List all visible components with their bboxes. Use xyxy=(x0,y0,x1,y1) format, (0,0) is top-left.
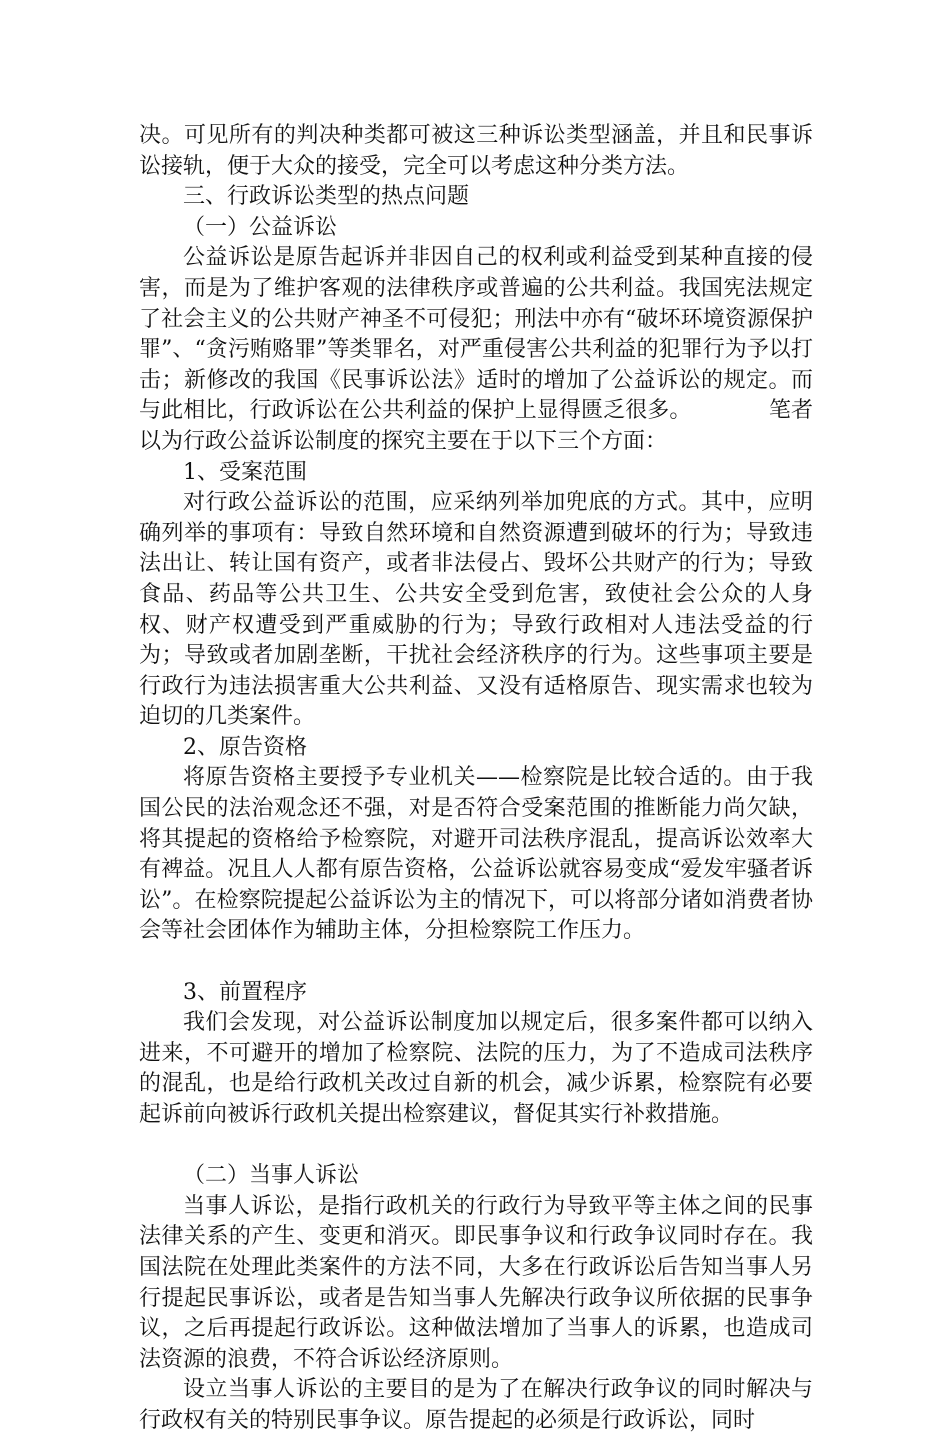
paragraph-continuation: 决。可见所有的判决种类都可被这三种诉讼类型涵盖，并且和民事诉讼接轨，便于大众的接受，完全可以考虑这种分类方法。 xyxy=(139,123,813,179)
subsection-heading-party: （二）当事人诉讼 xyxy=(183,1163,360,1189)
subsection-heading-public-interest: （一）公益诉讼 xyxy=(183,214,338,240)
paragraph-party-purpose: 设立当事人诉讼的主要目的是为了在解决行政争议的同时解决与行政权有关的特别民事争议。原告提起的必须是行政诉讼，同时 xyxy=(139,1377,813,1433)
document-body xyxy=(139,121,813,1437)
item-heading-scope: 1、受案范围 xyxy=(183,459,307,485)
paragraph-party-definition: 当事人诉讼，是指行政机关的行政行为导致平等主体之间的民事法律关系的产生、变更和消灭。即民事争议和行政争议同时存在。我国法院在处理此类案件的方法不同，大多在行政诉讼后告知当事人另行提起民事诉讼，或者是告知当事人先解决行政争议所依据的民事争议，之后再提起行政诉讼。这种做法增加了当事人的诉累，也造成司法资源的浪费，不符合诉讼经济原则。 xyxy=(139,1193,813,1372)
item-heading-procedure: 3、前置程序 xyxy=(183,979,307,1005)
paragraph-public-interest: 公益诉讼是原告起诉并非因自己的权利或利益受到某种直接的侵害，而是为了维护客观的法律秩序或普遍的公共利益。我国宪法规定了社会主义的公共财产神圣不可侵犯；刑法中亦有“破坏环境资源保护罪”、“贪污贿赂罪”等类罪名，对严重侵害公共利益的犯罪行为予以打击；新修改的我国《民事诉讼法》适时的增加了公益诉讼的规定。而与此相比，行政诉讼在公共利益的保护上显得匮乏很多。 笔者以为行政公益诉讼制度的探究主要在于以下三个方面： xyxy=(139,245,813,454)
item-heading-standing: 2、原告资格 xyxy=(183,734,307,760)
paragraph-scope: 对行政公益诉讼的范围，应采纳列举加兜底的方式。其中，应明确列举的事项有：导致自然环境和自然资源遭到破坏的行为；导致违法出让、转让国有资产，或者非法侵占、毁坏公共财产的行为；导致食品、药品等公共卫生、公共安全受到危害，致使社会公众的人身权、财产权遭受到严重威胁的行为；导致行政相对人违法受益的行为；导致或者加剧垄断，干扰社会经济秩序的行为。这些事项主要是行政行为违法损害重大公共利益、又没有适格原告、现实需求也较为迫切的几类案件。 xyxy=(139,490,813,730)
paragraph-standing: 将原告资格主要授予专业机关——检察院是比较合适的。由于我国公民的法治观念还不强，对是否符合受案范围的推断能力尚欠缺，将其提起的资格给予检察院，对避开司法秩序混乱，提高诉讼效率大有裨益。况且人人都有原告资格，公益诉讼就容易变成“爱发牢骚者诉讼”。在检察院提起公益诉讼为主的情况下，可以将部分诸如消费者协会等社会团体作为辅助主体，分担检察院工作压力。 xyxy=(139,765,813,944)
section-heading: 三、行政诉讼类型的热点问题 xyxy=(183,184,470,210)
paragraph-procedure: 我们会发现，对公益诉讼制度加以规定后，很多案件都可以纳入进来，不可避开的增加了检察院、法院的压力，为了不造成司法秩序的混乱，也是给行政机关改过自新的机会，减少诉累，检察院有必要起诉前向被诉行政机关提出检察建议，督促其实行补救措施。 xyxy=(139,1010,813,1127)
